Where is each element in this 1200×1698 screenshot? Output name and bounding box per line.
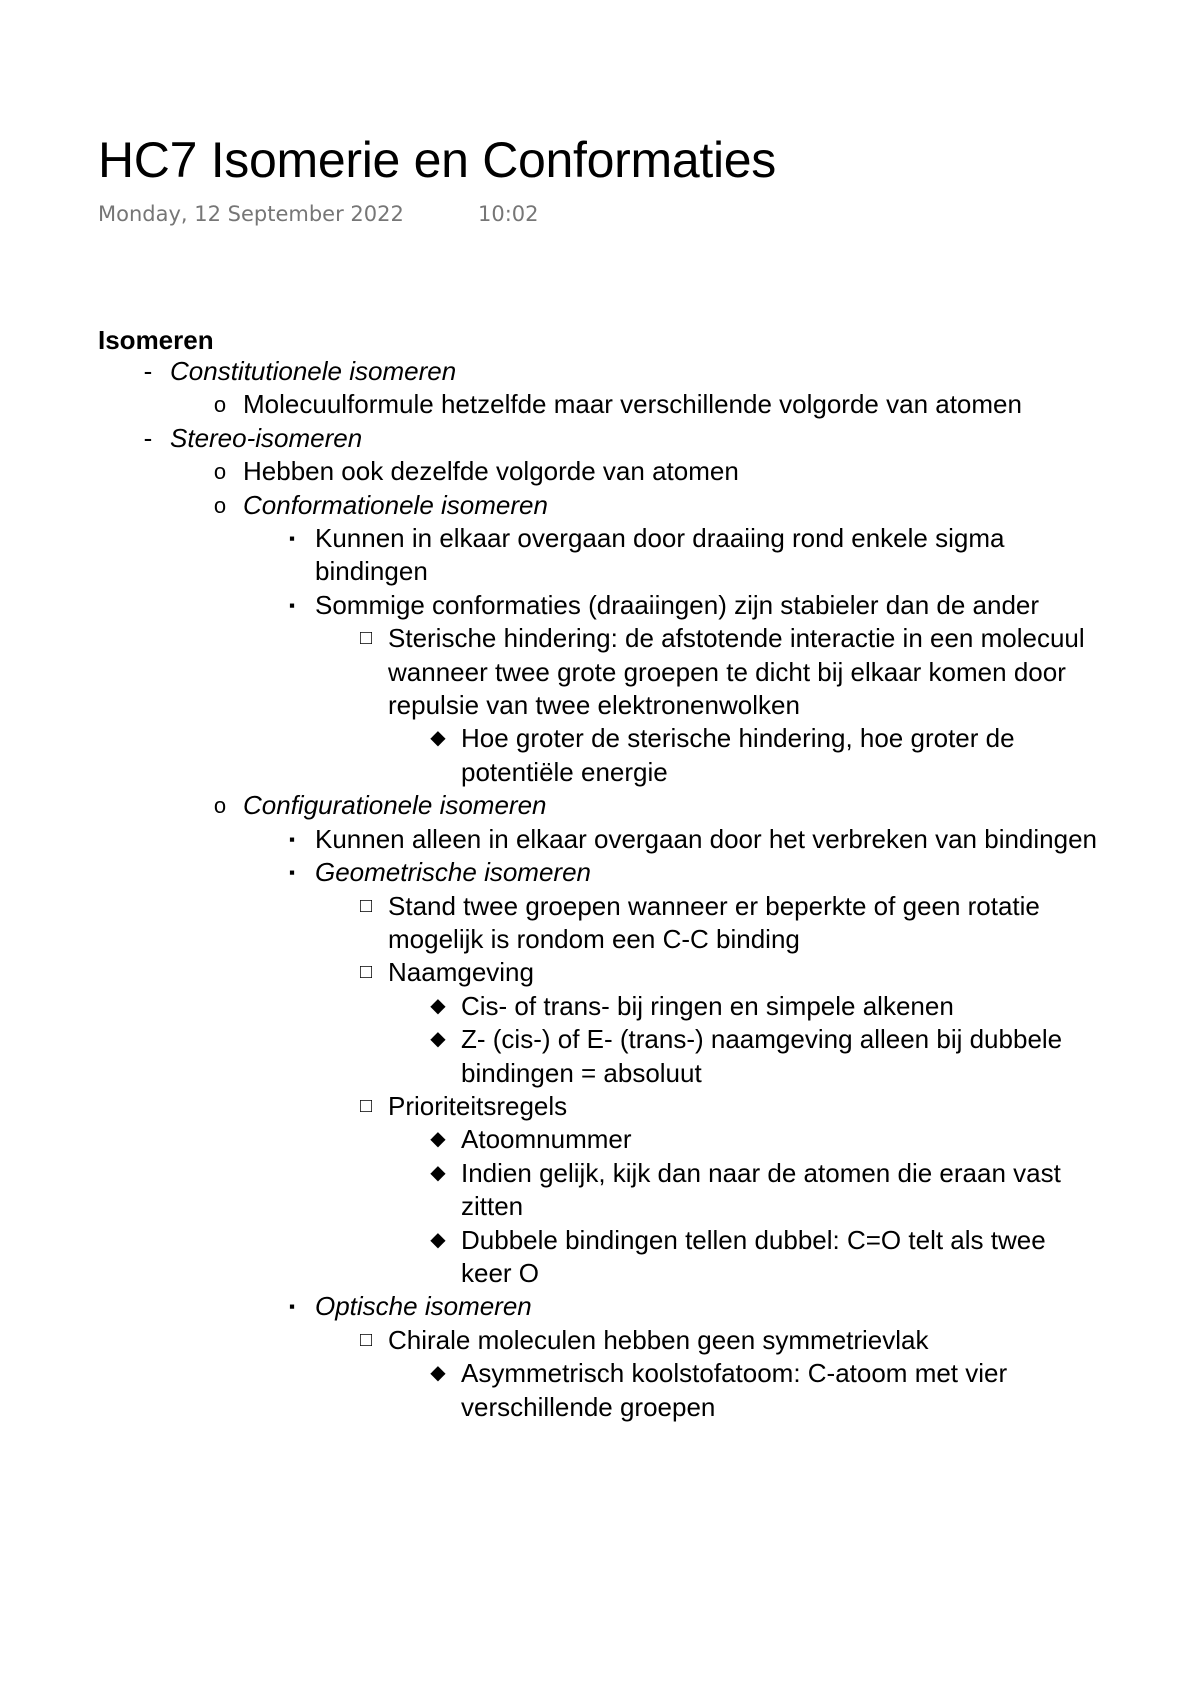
bullet-icon: ◆: [430, 727, 446, 750]
outline-item: [430, 1224, 1101, 1291]
page-date: Monday, 12 September 2022: [98, 202, 404, 226]
bullet-icon: ◆: [430, 1128, 446, 1151]
outline-item: [430, 1357, 1101, 1424]
outline-item-text: Conformationele isomeren: [243, 489, 548, 520]
bullet-icon: ◆: [430, 1228, 446, 1251]
outline-item-text: Indien gelijk, kijk dan naar de atomen die eraan vast zitten: [461, 1157, 1061, 1222]
bullet-icon: o: [213, 392, 227, 418]
outline-item-text: Optische isomeren: [315, 1291, 532, 1322]
section-heading: Isomeren: [98, 325, 214, 355]
outline-item: [288, 522, 1115, 589]
outline-item-text: Atoomnummer: [461, 1124, 632, 1155]
bullet-icon: ▪: [288, 863, 296, 883]
outline-item-text: Hebben ook dezelfde volgorde van atomen: [243, 456, 739, 487]
bullet-icon: □: [359, 961, 373, 984]
bullet-icon: ▪: [288, 1297, 296, 1317]
outline-item: [430, 722, 1101, 789]
outline-item: [430, 1023, 1101, 1090]
page-cutoff: [0, 1585, 1200, 1698]
outline-item-text: Geometrische isomeren: [315, 857, 591, 888]
outline-item-text: Stand twee groepen wanneer er beperkte of geen rotatie mogelijk is rondom een C-C binding: [388, 890, 1040, 954]
outline-item: [359, 890, 1088, 957]
bullet-icon: -: [143, 422, 153, 453]
page-time: 10:02: [478, 202, 539, 226]
outline-item-text: Constitutionele isomeren: [170, 356, 457, 386]
outline-item-text: Asymmetrisch koolstofatoom: C-atoom met vier verschillende groepen: [461, 1358, 1008, 1422]
bullet-icon: ◆: [430, 1161, 446, 1184]
outline-item-text: Configurationele isomeren: [243, 790, 547, 821]
bullet-icon: □: [359, 1328, 373, 1351]
bullet-icon: ▪: [288, 595, 296, 615]
outline-item: [143, 422, 1000, 455]
outline-item: [213, 388, 1103, 421]
bullet-icon: ◆: [430, 1028, 446, 1051]
outline-item-text: Stereo-isomeren: [170, 422, 363, 453]
bullet-icon: □: [359, 627, 373, 650]
outline-item: [213, 455, 1103, 488]
bullet-icon: ◆: [430, 994, 446, 1017]
outline-list: [0, 355, 1200, 1424]
outline-item: [213, 789, 1103, 822]
bullet-icon: o: [213, 492, 227, 518]
bullet-icon: ▪: [288, 529, 296, 549]
page-meta: [98, 200, 539, 228]
outline-item: [213, 489, 1103, 522]
bullet-icon: □: [359, 1094, 373, 1117]
outline-item: [288, 856, 1115, 889]
bullet-icon: ▪: [288, 829, 296, 849]
outline-item-text: Molecuulformule hetzelfde maar verschillende volgorde van atomen: [243, 389, 1022, 420]
outline-item-text: Chirale moleculen hebben geen symmetrievlak: [388, 1324, 929, 1355]
outline-item: [430, 1123, 1101, 1156]
bullet-icon: ◆: [430, 1362, 446, 1385]
outline-item-text: Hoe groter de sterische hindering, hoe groter de potentiële energie: [461, 723, 1015, 787]
outline-item: [359, 1324, 1088, 1357]
outline-item-text: Z- (cis-) of E- (trans-) naamgeving alleen bij dubbele bindingen = absoluut: [461, 1024, 1063, 1088]
outline-item: [288, 589, 1115, 622]
bullet-icon: o: [213, 459, 227, 485]
outline-item-text: Naamgeving: [388, 957, 534, 988]
outline-item-text: Sommige conformaties (draaiingen) zijn stabieler dan de ander: [315, 589, 1040, 620]
outline-item: [359, 622, 1088, 722]
page-title: HC7 Isomerie en Conformaties: [98, 132, 776, 188]
outline-item-text: Dubbele bindingen tellen dubbel: C=O telt als twee keer O: [461, 1224, 1046, 1288]
outline-item-text: Kunnen alleen in elkaar overgaan door het verbreken van bindingen: [315, 823, 1098, 854]
outline-item-text: Cis- of trans- bij ringen en simpele alkenen: [461, 990, 954, 1021]
outline-item: [143, 355, 1000, 388]
bullet-icon: -: [143, 356, 153, 386]
bullet-icon: o: [213, 793, 227, 819]
bullet-icon: □: [359, 894, 373, 917]
outline-item-text: Sterische hindering: de afstotende interactie in een molecuul wanneer twee grote groepen te dicht bij elkaar komen door repulsie van twee elektronenwolken: [388, 623, 1085, 721]
outline-item: [359, 1090, 1088, 1123]
outline-item: [288, 1290, 1115, 1323]
outline-item: [359, 956, 1088, 989]
outline-item: [430, 990, 1101, 1023]
outline-item: [430, 1157, 1101, 1224]
outline-item-text: Prioriteitsregels: [388, 1090, 568, 1121]
outline-item-text: Kunnen in elkaar overgaan door draaiing rond enkele sigma bindingen: [315, 523, 1005, 587]
outline-item: [288, 823, 1115, 856]
